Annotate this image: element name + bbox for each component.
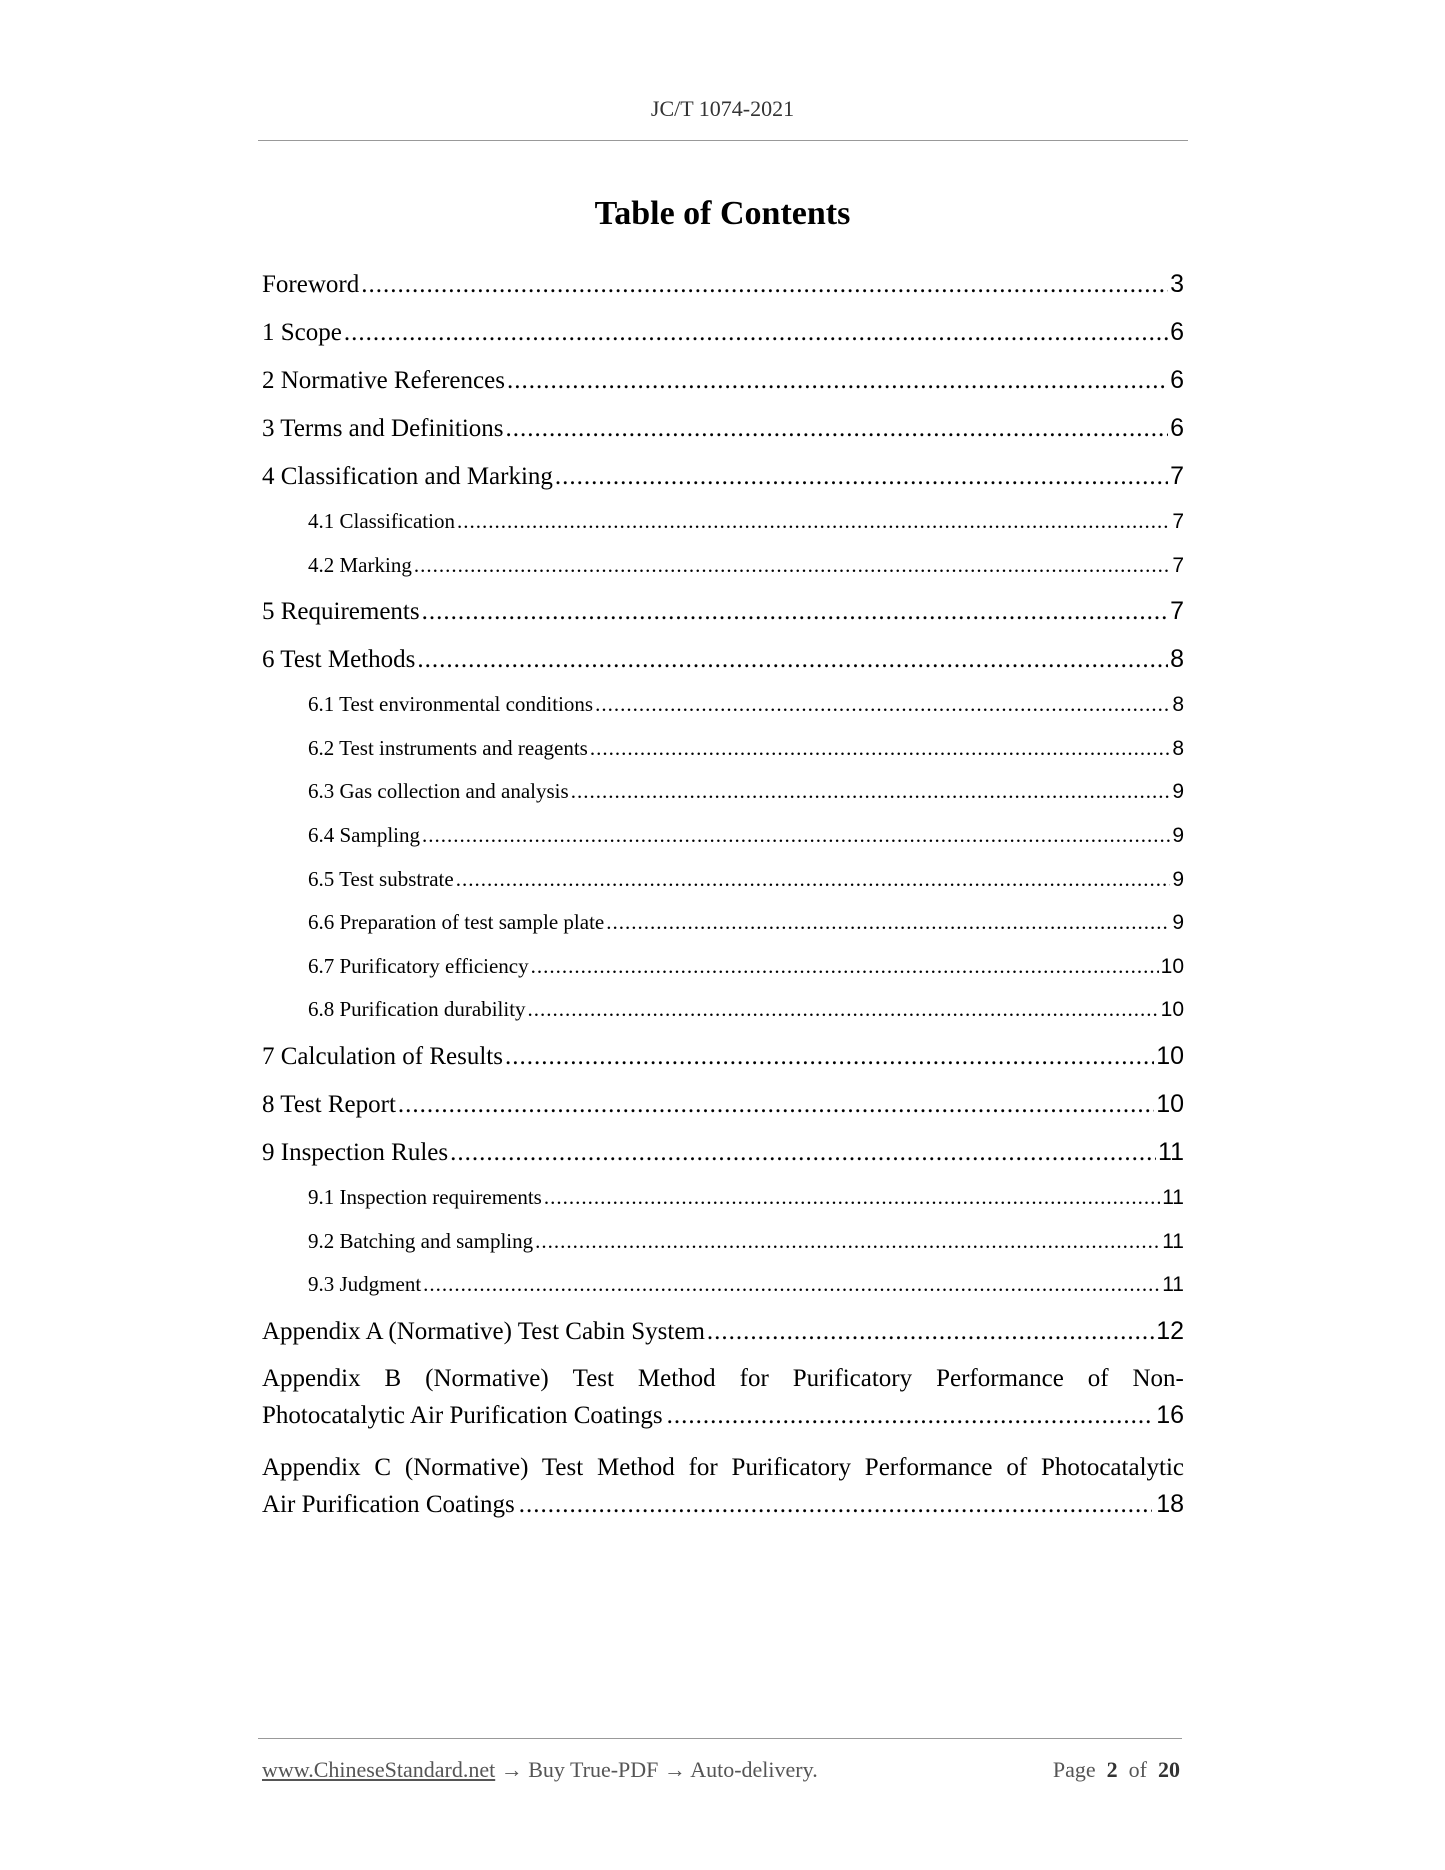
toc-leader [398, 1081, 1154, 1129]
toc-leader [506, 405, 1169, 453]
toc-entry-page: 10 [1156, 1089, 1184, 1118]
toc-subentry[interactable] [262, 1220, 1184, 1264]
word: Test [572, 1364, 614, 1392]
word: Method [637, 1364, 716, 1392]
appendix-b-line1 [262, 1361, 1184, 1397]
page-total: 20 [1158, 1757, 1180, 1782]
toc-entry-label: 6.4 Sampling [308, 822, 421, 847]
appendix-c-line1: Appendix C (Normative) Test Method for Purificatory Performance of Photocatalytic [262, 1453, 1184, 1481]
appendix-c-line2 [262, 1486, 1184, 1523]
toc-entry-label: 9.3 Judgment [308, 1272, 422, 1297]
toc-subentry[interactable] [262, 1176, 1184, 1220]
toc-entry-page: 11 [1162, 1229, 1184, 1253]
toc-leader [528, 988, 1159, 1032]
toc-subentry[interactable] [262, 770, 1184, 814]
toc-entry-page: 6 [1170, 366, 1184, 394]
toc-entry-label: 9.1 Inspection requirements [308, 1184, 542, 1209]
toc-leader [422, 814, 1170, 858]
toc-subentry[interactable] [262, 727, 1184, 771]
page-title: Table of Contents [594, 195, 851, 232]
toc-entry-label: 6.2 Test instruments and reagents [308, 735, 588, 760]
toc-entry-page: 7 [1170, 462, 1184, 490]
toc-entry[interactable] [262, 404, 1184, 452]
toc-subentry[interactable] [262, 901, 1184, 945]
toc-leader [423, 1263, 1160, 1307]
footer-divider [258, 1738, 1182, 1739]
running-header [0, 96, 1445, 122]
toc-leader [531, 945, 1159, 989]
toc-subentry[interactable] [262, 858, 1184, 902]
toc-leader [606, 901, 1170, 945]
toc-entry-label: 3 Terms and Definitions [262, 415, 504, 442]
toc-entry[interactable] [262, 1032, 1184, 1080]
toc-leader [422, 588, 1168, 636]
toc-entry[interactable] [262, 452, 1184, 500]
toc-entry[interactable] [262, 1128, 1184, 1176]
toc-leader [667, 1398, 1153, 1434]
toc-entry-label: 2 Normative References [262, 367, 505, 394]
toc-entry[interactable] [262, 635, 1184, 683]
word: (Normative) [425, 1364, 549, 1392]
toc-entry-label: Air Purification Coatings [262, 1490, 515, 1518]
toc-entry[interactable] [262, 260, 1184, 308]
table-of-contents [262, 260, 1184, 1533]
page-of: of [1128, 1757, 1147, 1782]
doc-code: JC/T 1074-2021 [650, 96, 795, 121]
toc-entry-page: 9 [1172, 823, 1184, 847]
footer-promo [262, 1757, 818, 1783]
toc-entry-label: 4 Classification and Marking [262, 463, 553, 490]
toc-subentry[interactable] [262, 945, 1184, 989]
toc-entry-page: 6 [1170, 318, 1184, 346]
toc-entry-label: Photocatalytic Air Purification Coatings [262, 1401, 663, 1429]
toc-entry-label: 6 Test Methods [262, 646, 416, 674]
page-word: Page [1052, 1757, 1096, 1782]
toc-entry-page: 12 [1156, 1316, 1184, 1345]
toc-entry-label: 6.1 Test environmental conditions [308, 692, 594, 717]
toc-entry-label: 4.2 Marking [308, 552, 412, 577]
toc-entry-page: 10 [1160, 954, 1184, 978]
toc-entry-page: 18 [1156, 1489, 1184, 1518]
toc-entry[interactable] [262, 356, 1184, 404]
toc-leader [519, 1487, 1152, 1523]
toc-leader [707, 1308, 1154, 1356]
toc-entry-page: 9 [1172, 867, 1184, 891]
toc-entry-label: 6.6 Preparation of test sample plate [308, 910, 605, 935]
toc-entry-page: 11 [1162, 1273, 1184, 1297]
header-divider [258, 140, 1188, 141]
toc-leader [544, 1176, 1160, 1220]
toc-entry-page: 6 [1170, 414, 1184, 442]
page-current: 2 [1106, 1757, 1118, 1782]
page-footer [262, 1757, 1180, 1783]
toc-entry-label: 8 Test Report [262, 1090, 396, 1118]
toc-entry-label: Foreword [262, 271, 360, 298]
toc-entry-label: 6.7 Purificatory efficiency [308, 953, 529, 978]
word: Appendix [262, 1364, 361, 1392]
toc-entry[interactable] [262, 308, 1184, 356]
toc-subentry[interactable] [262, 544, 1184, 588]
word: Purificatory [792, 1364, 913, 1392]
toc-entry-page: 8 [1172, 693, 1184, 717]
arrow-right-icon: → [663, 1757, 686, 1782]
toc-entry-label: 6.3 Gas collection and analysis [308, 779, 569, 804]
toc-entry-label: Appendix A (Normative) Test Cabin System [262, 1317, 705, 1345]
appendix-b-line2 [262, 1397, 1184, 1434]
toc-entry-label: 9 Inspection Rules [262, 1138, 449, 1166]
toc-entry[interactable] [262, 1307, 1184, 1355]
toc-leader [505, 1033, 1154, 1081]
toc-leader [450, 1129, 1156, 1177]
toc-entry-page: 11 [1162, 1185, 1184, 1209]
toc-subentry[interactable] [262, 500, 1184, 544]
toc-subentry[interactable] [262, 814, 1184, 858]
toc-leader [414, 544, 1170, 588]
toc-entry-appendix-b[interactable] [262, 1355, 1184, 1444]
toc-leader [595, 683, 1170, 727]
toc-entry-label: 7 Calculation of Results [262, 1042, 503, 1070]
toc-entry-label: 1 Scope [262, 319, 342, 346]
word: Performance [936, 1364, 1064, 1392]
toc-entry-label: 5 Requirements [262, 598, 420, 626]
toc-entry-page: 3 [1170, 270, 1184, 298]
word: B [384, 1364, 402, 1392]
toc-entry-page: 7 [1172, 553, 1184, 577]
toc-leader [344, 309, 1168, 357]
toc-entry-appendix-c[interactable] [262, 1444, 1184, 1533]
toc-subentry[interactable] [262, 988, 1184, 1032]
word: Non- [1132, 1364, 1184, 1392]
toc-entry[interactable] [262, 587, 1184, 635]
toc-leader [571, 770, 1171, 814]
site-link[interactable]: www.ChineseStandard.net [262, 1757, 496, 1782]
toc-entry-label: 9.2 Batching and sampling [308, 1228, 534, 1253]
footer-delivery-text: Auto-delivery. [690, 1757, 818, 1782]
toc-entry-page: 10 [1160, 998, 1184, 1022]
toc-entry-page: 7 [1172, 510, 1184, 533]
toc-leader [457, 500, 1170, 544]
toc-subentry[interactable] [262, 1263, 1184, 1307]
toc-entry-page: 9 [1172, 911, 1184, 935]
toc-entry-page: 8 [1170, 645, 1184, 674]
word: of [1087, 1364, 1109, 1392]
toc-entry-page: 8 [1172, 736, 1184, 760]
toc-entry-page: 11 [1158, 1137, 1184, 1166]
toc-leader [417, 636, 1168, 684]
toc-entry-page: 9 [1172, 780, 1184, 804]
toc-entry-label: 6.5 Test substrate [308, 866, 454, 891]
footer-buy-text: Buy True-PDF [528, 1757, 659, 1782]
toc-subentry[interactable] [262, 683, 1184, 727]
toc-leader [535, 1220, 1160, 1264]
toc-entry-page: 10 [1156, 1041, 1184, 1070]
toc-entry[interactable] [262, 1080, 1184, 1128]
arrow-right-icon: → [500, 1757, 523, 1782]
toc-entry-label: 4.1 Classification [308, 509, 455, 533]
word: for [739, 1364, 769, 1392]
toc-leader [590, 727, 1170, 771]
toc-leader [507, 357, 1168, 405]
toc-entry-page: 7 [1170, 597, 1184, 626]
toc-entry-label: 6.8 Purification durability [308, 997, 526, 1022]
page-number [1053, 1757, 1180, 1783]
toc-leader [361, 261, 1168, 309]
toc-leader [555, 453, 1168, 501]
toc-entry-page: 16 [1156, 1400, 1184, 1429]
toc-leader [456, 858, 1171, 902]
